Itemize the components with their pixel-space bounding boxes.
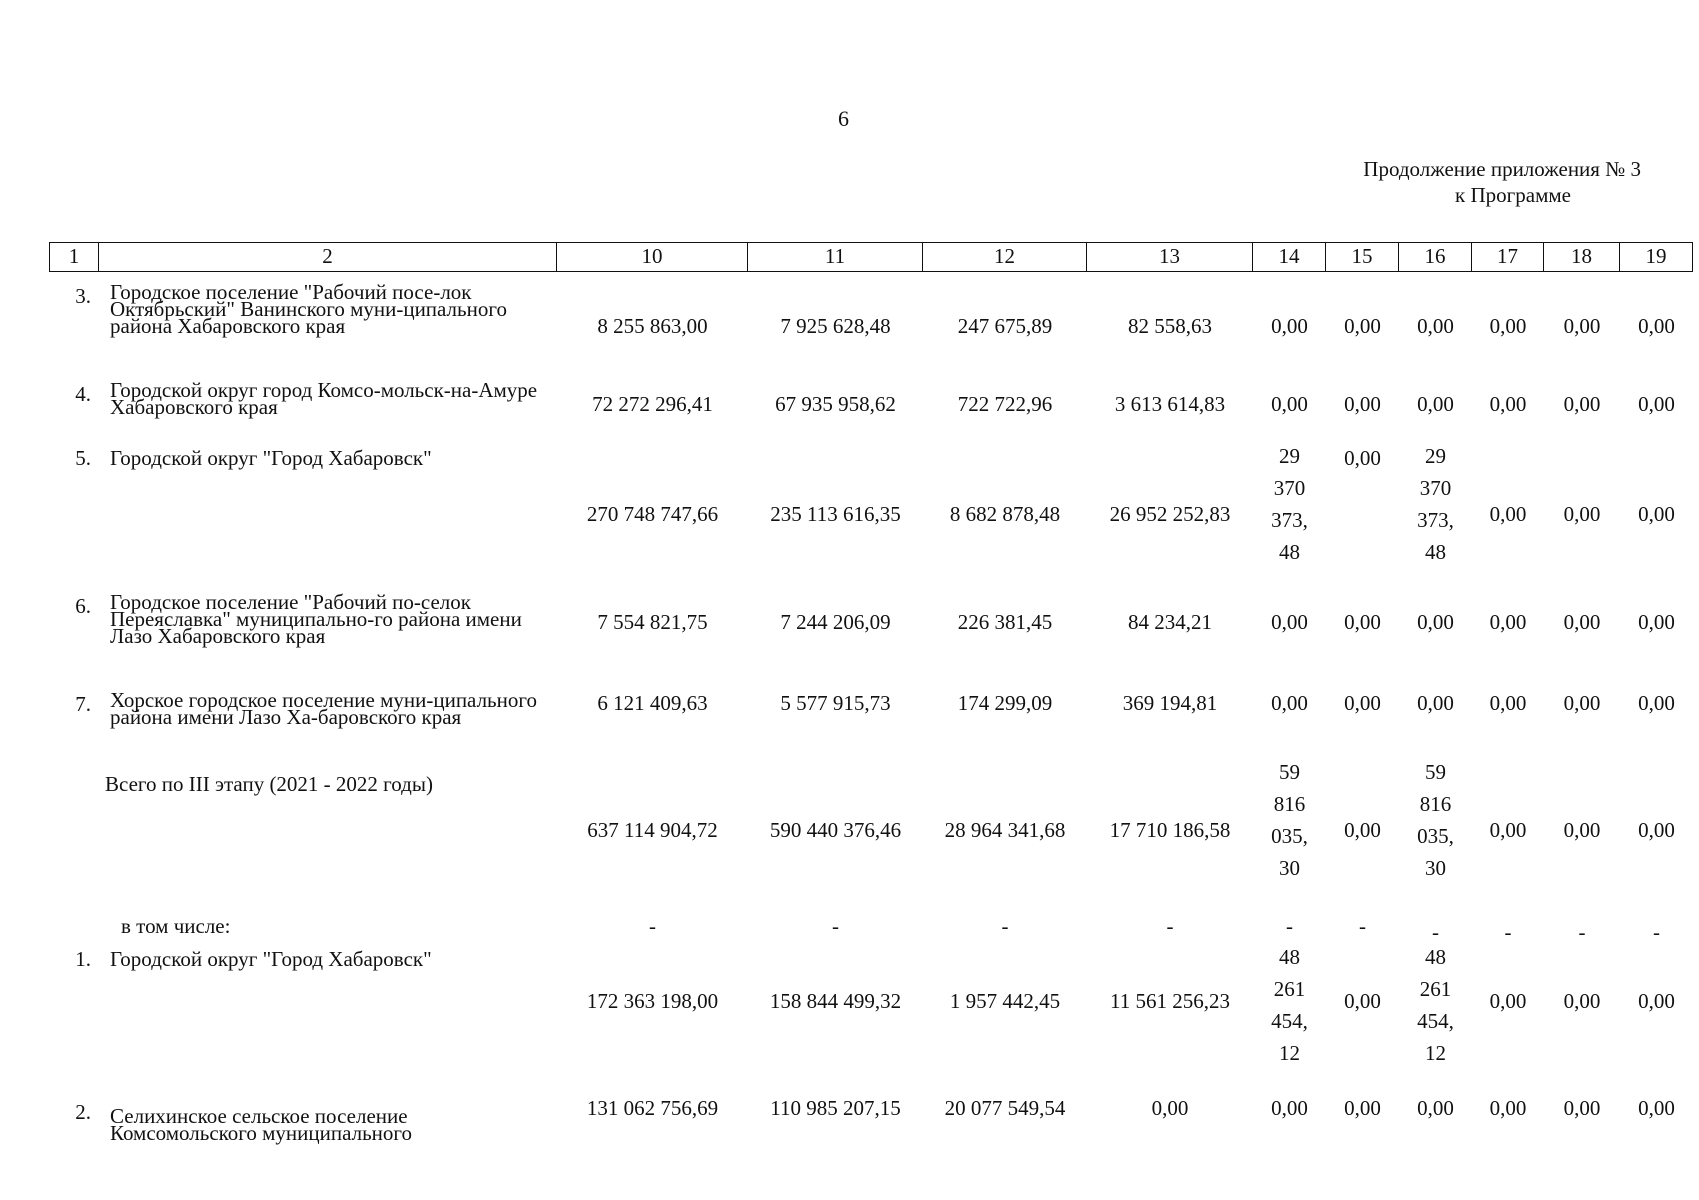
row-number: 2. <box>75 1100 91 1124</box>
row-number: 5. <box>75 446 91 470</box>
table-row <box>49 378 1675 442</box>
appendix-caption <box>1363 156 1641 208</box>
header-col-13: 13 <box>1087 242 1253 272</box>
header-col-1: 1 <box>49 242 99 272</box>
cell-col-16: 0,00 <box>1417 1096 1454 1120</box>
table-row <box>49 280 1675 366</box>
cell-col-12: 20 077 549,54 <box>944 1096 1066 1120</box>
table-row <box>49 444 1675 576</box>
cell-col-11: 235 113 616,35 <box>770 502 901 526</box>
cell-col-14-part: 30 <box>1279 856 1300 880</box>
cell-col-16-part: 816 <box>1419 792 1452 816</box>
header-col-12: 12 <box>923 242 1087 272</box>
cell-col-16 <box>1399 941 1472 1069</box>
cell-col-14: 0,00 <box>1271 1096 1308 1120</box>
cell-col-17: 0,00 <box>1489 989 1527 1013</box>
dash-col-17: - <box>1504 920 1512 944</box>
cell-col-16 <box>1399 756 1472 884</box>
cell-col-18: 0,00 <box>1563 392 1601 416</box>
page-number: 6 <box>838 106 849 131</box>
cell-col-13: 84 234,21 <box>1128 610 1212 634</box>
cell-col-18: 0,00 <box>1563 818 1601 842</box>
header-col-10: 10 <box>557 242 748 272</box>
municipality-name: Селихинское сельское поселение Комсомольского муниципального <box>110 1104 413 1145</box>
municipality-name: Городской округ "Город Хабаровск" <box>110 947 432 971</box>
dash-col-19: - <box>1653 920 1660 944</box>
cell-col-16: 0,00 <box>1417 691 1454 715</box>
dash-col-12: - <box>1001 914 1009 938</box>
cell-col-14-part: 12 <box>1279 1041 1300 1065</box>
cell-col-14-part: 59 <box>1279 760 1300 784</box>
cell-col-16-part: 454, <box>1417 1009 1454 1033</box>
cell-col-18: 0,00 <box>1563 502 1601 526</box>
cell-col-10: 6 121 409,63 <box>597 691 708 715</box>
municipality-name: Городской округ "Город Хабаровск" <box>110 446 432 470</box>
cell-col-14-part: 370 <box>1273 476 1306 500</box>
cell-col-13: 3 613 614,83 <box>1114 392 1226 416</box>
cell-col-16-part: 370 <box>1419 476 1452 500</box>
cell-col-16-part: 29 <box>1425 444 1446 468</box>
cell-col-14-part: 816 <box>1273 792 1306 816</box>
cell-col-15: 0,00 <box>1344 314 1381 338</box>
cell-col-15: 0,00 <box>1344 610 1381 634</box>
cell-col-17: 0,00 <box>1489 818 1527 842</box>
cell-col-12: 8 682 878,48 <box>949 502 1061 526</box>
row-number: 3. <box>75 284 91 308</box>
appendix-line-1: Продолжение приложения № 3 <box>1363 157 1641 181</box>
cell-col-10: 270 748 747,66 <box>586 502 719 526</box>
cell-col-19: 0,00 <box>1638 691 1675 715</box>
cell-col-13: 17 710 186,58 <box>1109 818 1231 842</box>
cell-col-17: 0,00 <box>1489 610 1527 634</box>
cell-col-11: 7 244 206,09 <box>780 610 891 634</box>
municipality-name: Хорское городское поселение муни-ципального района имени Лазо Ха-баровского края <box>110 688 537 729</box>
cell-col-13: 26 952 252,83 <box>1109 502 1231 526</box>
cell-col-13: 369 194,81 <box>1122 691 1218 715</box>
including-label: в том числе: <box>121 914 231 938</box>
header-col-2: 2 <box>99 242 557 272</box>
cell-col-15: 0,00 <box>1344 691 1381 715</box>
cell-col-12: 174 299,09 <box>957 691 1053 715</box>
header-col-11: 11 <box>748 242 923 272</box>
cell-col-17: 0,00 <box>1489 502 1527 526</box>
table-row <box>49 945 1675 1077</box>
cell-col-19: 0,00 <box>1638 1096 1675 1120</box>
cell-col-15: 0,00 <box>1344 989 1381 1013</box>
cell-col-19: 0,00 <box>1638 818 1675 842</box>
dash-col-11: - <box>832 914 839 938</box>
row-number: 6. <box>75 594 91 618</box>
row-number: 7. <box>75 692 91 716</box>
cell-col-10: 7 554 821,75 <box>597 610 708 634</box>
cell-col-16-part: 48 <box>1425 945 1446 969</box>
cell-col-17: 0,00 <box>1489 1096 1527 1120</box>
cell-col-11: 7 925 628,48 <box>780 314 891 338</box>
cell-col-14 <box>1253 941 1326 1069</box>
cell-col-19: 0,00 <box>1638 502 1675 526</box>
cell-col-12: 722 722,96 <box>957 392 1053 416</box>
municipality-name: Городское поселение "Рабочий по-селок Переяславка" муниципально-го района имени Лазо Хабаровского края <box>110 590 522 648</box>
cell-col-14: 0,00 <box>1271 691 1308 715</box>
cell-col-16-part: 30 <box>1425 856 1446 880</box>
cell-col-19: 0,00 <box>1638 610 1675 634</box>
cell-col-15: 0,00 <box>1344 392 1381 416</box>
cell-col-16: 0,00 <box>1417 392 1454 416</box>
including-row <box>49 914 1660 944</box>
header-col-15: 15 <box>1326 242 1399 272</box>
cell-col-16-part: 59 <box>1425 760 1446 784</box>
dash-col-10: - <box>649 914 656 938</box>
cell-col-14 <box>1253 440 1326 568</box>
cell-col-14-part: 261 <box>1273 977 1306 1001</box>
cell-col-13: 0,00 <box>1151 1096 1189 1120</box>
header-col-16: 16 <box>1399 242 1472 272</box>
header-col-19: 19 <box>1620 242 1693 272</box>
cell-col-16: 0,00 <box>1417 314 1454 338</box>
cell-col-10: 72 272 296,41 <box>592 392 713 416</box>
cell-col-18: 0,00 <box>1563 1096 1601 1120</box>
total-row <box>49 760 1675 892</box>
dash-col-16: - <box>1432 920 1439 944</box>
cell-col-14-part: 035, <box>1271 824 1308 848</box>
cell-col-13: 82 558,63 <box>1128 314 1212 338</box>
header-col-17: 17 <box>1472 242 1544 272</box>
cell-col-17: 0,00 <box>1489 691 1527 715</box>
cell-col-11: 67 935 958,62 <box>775 392 896 416</box>
cell-col-16-part: 035, <box>1417 824 1454 848</box>
cell-col-14 <box>1253 756 1326 884</box>
header-col-14: 14 <box>1253 242 1326 272</box>
cell-col-10: 172 363 198,00 <box>586 989 719 1013</box>
header-col-18: 18 <box>1544 242 1620 272</box>
cell-col-18: 0,00 <box>1563 610 1601 634</box>
cell-col-19: 0,00 <box>1638 314 1675 338</box>
cell-col-18: 0,00 <box>1563 989 1601 1013</box>
cell-col-12: 28 964 341,68 <box>944 818 1066 842</box>
cell-col-12: 226 381,45 <box>957 610 1053 634</box>
cell-col-12: 1 957 442,45 <box>949 989 1061 1013</box>
cell-col-12: 247 675,89 <box>957 314 1053 338</box>
cell-col-15: 0,00 <box>1344 818 1381 842</box>
cell-col-11: 110 985 207,15 <box>770 1096 901 1120</box>
cell-col-14-part: 454, <box>1271 1009 1308 1033</box>
cell-col-16-part: 373, <box>1417 508 1454 532</box>
cell-col-16-part: 48 <box>1425 540 1446 564</box>
dash-col-18: - <box>1578 920 1586 944</box>
dash-col-15: - <box>1359 914 1366 938</box>
municipality-name: Городской округ город Комсо-мольск-на-Амуре Хабаровского края <box>110 378 538 419</box>
row-number: 1. <box>75 947 91 971</box>
cell-col-19: 0,00 <box>1638 392 1675 416</box>
row-number: 4. <box>75 382 91 406</box>
cell-col-15: 0,00 <box>1344 1096 1381 1120</box>
cell-col-14: 0,00 <box>1271 314 1308 338</box>
cell-col-16: 0,00 <box>1417 610 1454 634</box>
dash-col-14: - <box>1286 914 1293 938</box>
cell-col-19: 0,00 <box>1638 989 1675 1013</box>
table-row <box>49 1092 1675 1152</box>
dash-col-13: - <box>1166 914 1174 938</box>
cell-col-16 <box>1399 440 1472 568</box>
cell-col-11: 158 844 499,32 <box>769 989 902 1013</box>
cell-col-14: 0,00 <box>1271 392 1308 416</box>
appendix-line-2: к Программе <box>1455 183 1571 207</box>
cell-col-14-part: 373, <box>1271 508 1308 532</box>
cell-col-14-part: 48 <box>1279 540 1300 564</box>
cell-col-10: 8 255 863,00 <box>597 314 708 338</box>
cell-col-13: 11 561 256,23 <box>1110 989 1230 1013</box>
cell-col-11: 590 440 376,46 <box>769 818 902 842</box>
cell-col-17: 0,00 <box>1489 314 1527 338</box>
cell-col-10: 131 062 756,69 <box>586 1096 719 1120</box>
table-row <box>49 590 1675 676</box>
municipality-name: Городское поселение "Рабочий посе-лок Октябрьский" Ванинского муни-ципального района Хабаровского края <box>110 280 507 338</box>
cell-col-18: 0,00 <box>1563 691 1601 715</box>
cell-col-14-part: 48 <box>1279 945 1300 969</box>
cell-col-18: 0,00 <box>1563 314 1601 338</box>
cell-col-15: 0,00 <box>1344 446 1381 470</box>
cell-col-14: 0,00 <box>1271 610 1308 634</box>
cell-col-10: 637 114 904,72 <box>587 818 718 842</box>
cell-col-16-part: 12 <box>1425 1041 1446 1065</box>
cell-col-16-part: 261 <box>1419 977 1452 1001</box>
cell-col-14-part: 29 <box>1279 444 1300 468</box>
cell-col-17: 0,00 <box>1489 392 1527 416</box>
cell-col-11: 5 577 915,73 <box>780 691 891 715</box>
table-row <box>49 688 1675 752</box>
total-label: Всего по III этапу (2021 - 2022 годы) <box>105 772 433 796</box>
